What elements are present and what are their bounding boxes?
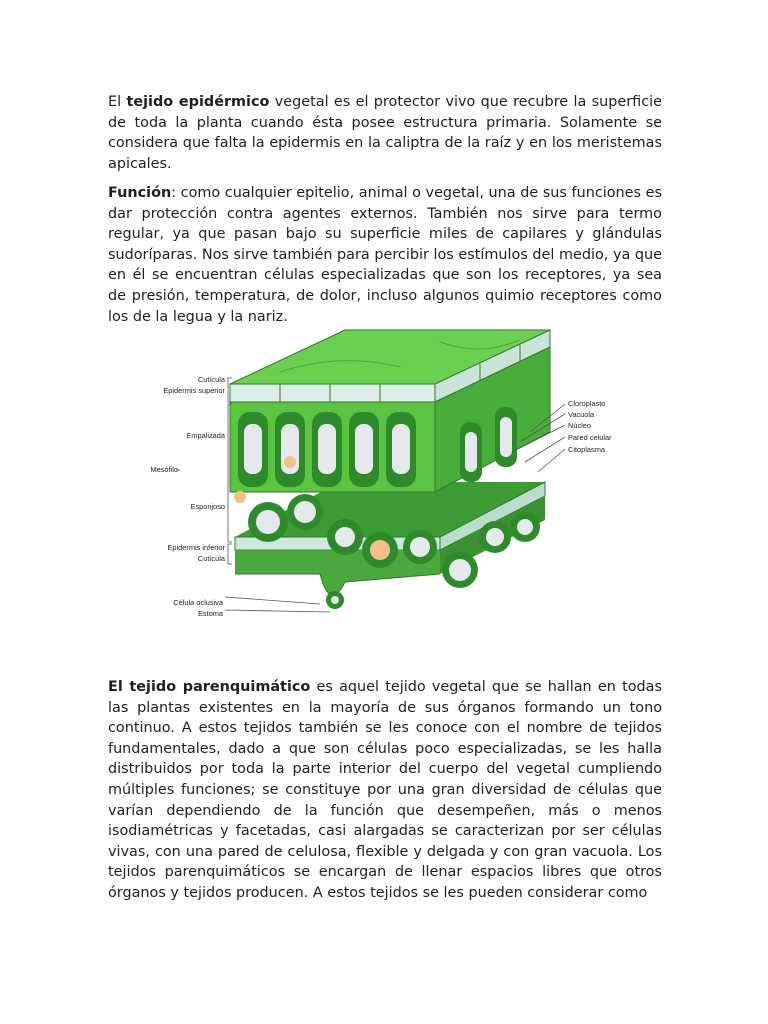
paragraph-text: vegetal es el protector vivo que recubre la superficie de toda la planta cuando ésta posee estructura primaria. Solamente se considera que falta la epidermis en la caliptra de la raíz y en los meristemas apicales. xyxy=(108,94,662,172)
label-pared-celular: Pared celular xyxy=(568,433,612,442)
label-cuticula-bottom: Cutícula xyxy=(197,554,225,563)
label-epidermis-inferior: Epidermis inferior xyxy=(167,543,225,552)
label-cloroplasto: Cloroplasto xyxy=(568,399,606,408)
leaf-cross-section-diagram xyxy=(140,312,630,640)
label-celula-oclusiva: Célula oclusiva xyxy=(173,598,223,607)
paragraph-text: es aquel tejido vegetal que se hallan en todas las plantas existentes en la mayoría de sus órganos formando un tono continuo. A estos tejidos también se les conoce con el nombre de tejidos fundamentales, dado a que son células poco especializadas, se les halla distribuidos por toda la parte interior del cuerpo del vegetal cumpliendo múltiples funciones; se constituye por una gran diversidad de células que varían dependiendo de la función que desempeñen, más o menos isodiamétricas y facetadas, casi alargadas se caracterizan por ser células vivas, con una pared de celulosa, flexible y delgada y con gran vacuola. Los tejidos parenquimáticos se encargan de llenar espacios libres que otros órganos y tejidos producen. A estos tejidos se les pueden considerar como xyxy=(108,679,662,901)
label-citoplasma: Citoplasma xyxy=(568,445,605,454)
label-nucleo: Núcleo xyxy=(568,421,592,430)
label-cuticula-top: Cutícula xyxy=(197,375,225,384)
paragraph-text: : como cualquier epitelio, animal o vegetal, una de sus funciones es dar protección contra agentes externos. También nos sirve para termo regular, ya que pasan bajo su superficie miles de capilares y glándulas sudoríparas. Nos sirve también para percibir los estímulos del medio, ya que en él se encuentran células especializadas que son los receptores, ya sea de presión, temperatura, de dolor, incluso algunos quimio receptores como los de la legua y la nariz. xyxy=(108,185,662,325)
label-esponjoso: Esponjoso xyxy=(190,502,225,511)
term-epidermal-tissue: tejido epidérmico xyxy=(126,94,270,110)
label-empalizada: Empalizada xyxy=(186,431,225,440)
label-estoma: Estoma xyxy=(197,609,223,618)
label-mesofilo: Mesófilo xyxy=(150,465,178,474)
paragraph-epidermal-tissue xyxy=(108,92,662,174)
paragraph-parenchyma-tissue xyxy=(108,677,662,904)
label-epidermis-superior: Epidermis superior xyxy=(163,386,225,395)
term-parenchyma-tissue: El tejido parenquimático xyxy=(108,679,311,695)
term-function: Función xyxy=(108,185,172,201)
label-vacuola: Vacuola xyxy=(568,410,595,419)
paragraph-function xyxy=(108,183,662,327)
paragraph-prefix: El xyxy=(108,94,127,110)
